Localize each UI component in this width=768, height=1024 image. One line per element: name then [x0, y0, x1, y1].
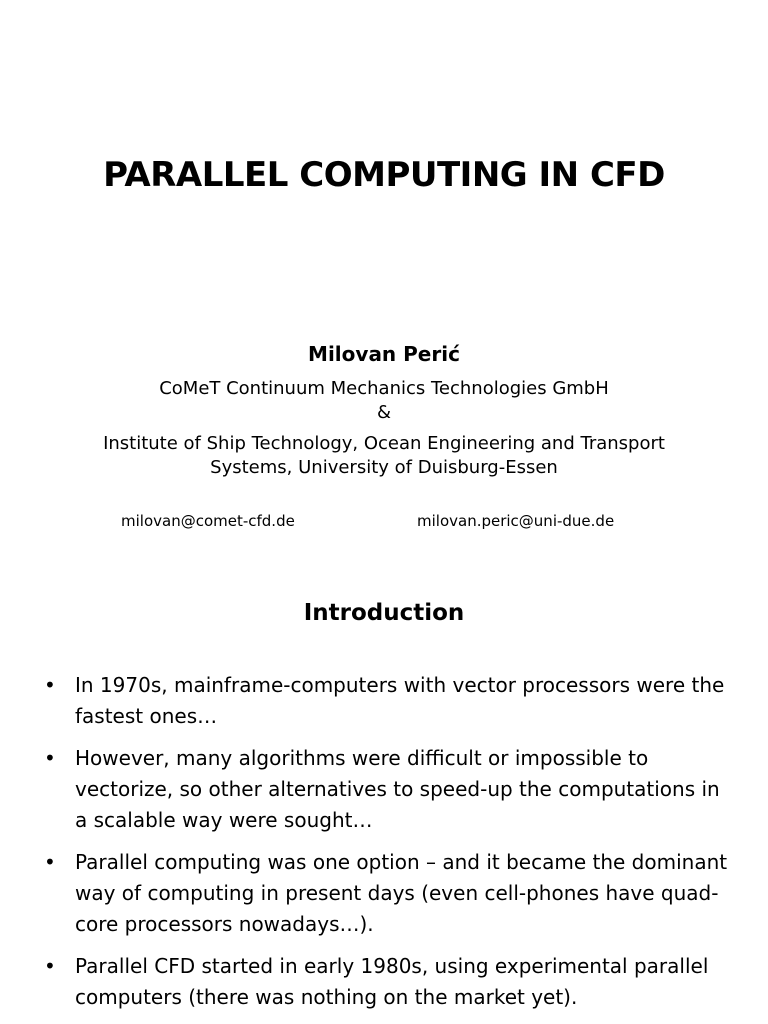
affiliation-ampersand: &: [376, 402, 392, 423]
bullet-icon: •: [44, 673, 56, 697]
bullet-text: Parallel CFD started in early 1980s, using experimental parallel computers (there was nothing on the market yet).: [75, 954, 709, 1009]
bullet-text: However, many algorithms were difficult or impossible to vectorize, so other alternatives to speed-up the computations in a scalable way were sought…: [75, 746, 720, 832]
bullet-icon: •: [44, 746, 56, 770]
bullet-item: [0, 847, 768, 940]
bullet-item: [0, 951, 768, 1013]
email-comet: milovan@comet-cfd.de: [121, 512, 295, 530]
affiliation-institute-line2: Systems, University of Duisburg-Essen: [210, 457, 558, 478]
bullet-icon: •: [44, 954, 56, 978]
bullet-item: [0, 743, 768, 836]
email-university: milovan.peric@uni-due.de: [417, 512, 615, 530]
bullet-icon: •: [44, 850, 56, 874]
affiliation-company: CoMeT Continuum Mechanics Technologies GmbH: [159, 378, 609, 399]
bullet-item: [0, 670, 768, 732]
author-name: Milovan Perić: [308, 342, 460, 366]
slide-title: PARALLEL COMPUTING IN CFD: [103, 155, 665, 195]
bullet-text: Parallel computing was one option – and it became the dominant way of computing in present days (even cell-phones have quad-core processors nowadays…).: [75, 850, 728, 936]
introduction-bullet-list: [0, 670, 768, 1024]
bullet-text: In 1970s, mainframe-computers with vector processors were the fastest ones…: [75, 673, 725, 728]
introduction-heading: Introduction: [303, 600, 465, 626]
affiliation-institute-line1: Institute of Ship Technology, Ocean Engineering and Transport: [103, 433, 665, 454]
